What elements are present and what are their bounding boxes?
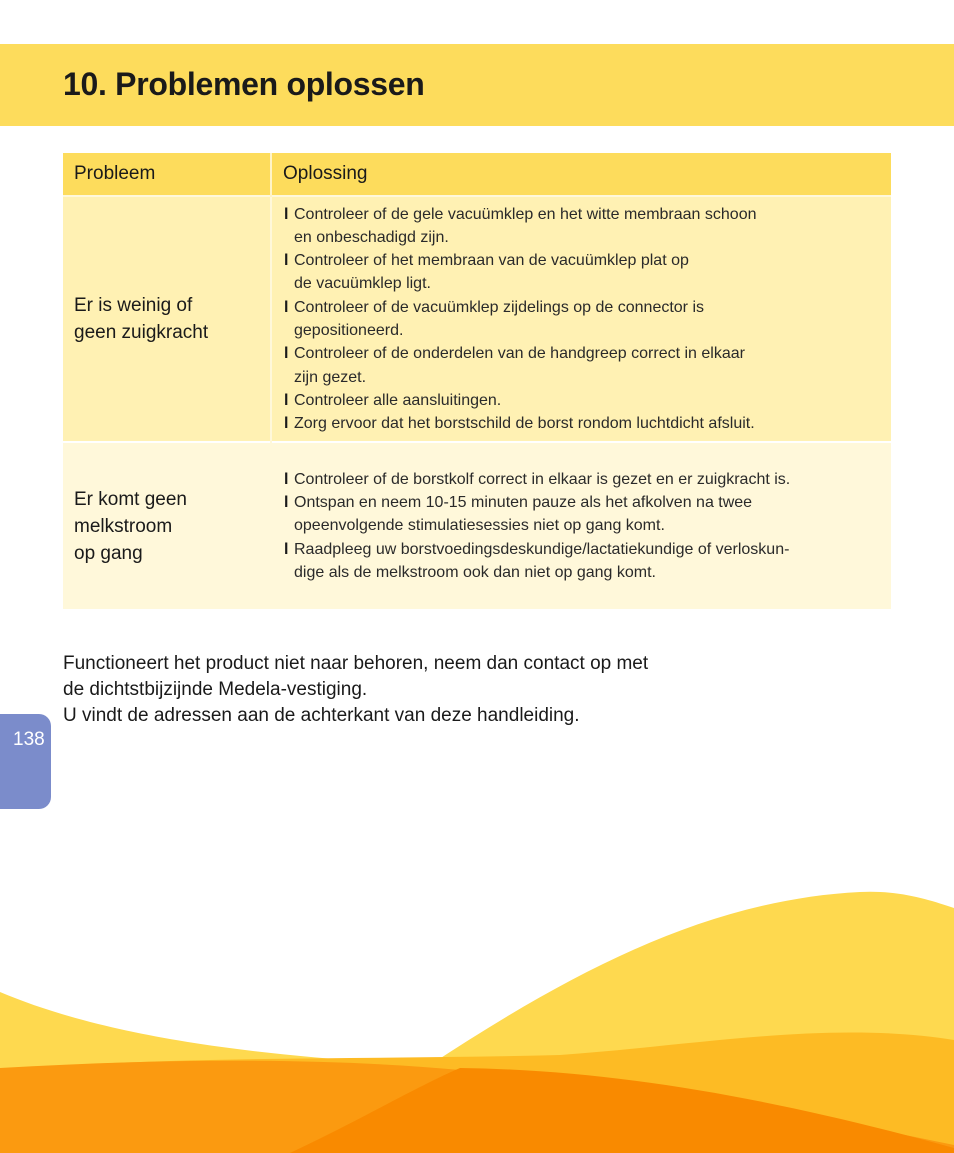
problem-cell xyxy=(63,196,271,442)
solution-item: l Controleer of de vacuümklep zijdelings op de connector is gepositioneerd. xyxy=(284,296,881,343)
solution-list xyxy=(284,203,881,436)
problem-line: Er is weinig of xyxy=(74,295,193,316)
solution-list xyxy=(284,468,881,584)
column-header-problem: Probleem xyxy=(63,153,271,196)
solution-cell xyxy=(271,442,891,609)
note-line: Functioneert het product niet naar behoren, neem dan contact op met xyxy=(63,653,649,674)
decorative-waves xyxy=(0,880,954,1153)
bullet-icon: l xyxy=(284,391,289,409)
troubleshooting-table xyxy=(63,153,891,609)
table-row xyxy=(63,442,891,609)
problem-line: melkstroom xyxy=(74,515,173,537)
note-line: U vindt de adressen aan de achterkant van deze handleiding. xyxy=(63,705,580,726)
bullet-icon: l xyxy=(284,252,289,270)
table-row xyxy=(63,196,891,442)
solution-cell xyxy=(271,196,891,442)
problem-line: Er komt geen xyxy=(74,488,187,510)
solution-item: l Controleer of de borstkolf correct in elkaar is gezet en er zuigkracht is. xyxy=(284,468,881,491)
bullet-icon: l xyxy=(284,494,289,512)
solution-item: l Ontspan en neem 10-15 minuten pauze als het afkolven na twee opeenvolgende stimulatiesessies niet op gang komt. xyxy=(284,491,881,538)
bullet-icon: l xyxy=(284,205,289,223)
solution-item: l Controleer of het membraan van de vacuümklep plat op de vacuümklep ligt. xyxy=(284,249,881,296)
problem-line: geen zuigkracht xyxy=(74,322,209,343)
note-line: de dichtstbijzijnde Medela-vestiging. xyxy=(63,679,368,700)
bullet-icon: l xyxy=(284,298,289,316)
solution-item: l Controleer of de gele vacuümklep en het witte membraan schoon en onbeschadigd zijn. xyxy=(284,203,881,250)
bullet-icon: l xyxy=(284,470,289,488)
problem-line: op gang xyxy=(74,542,143,564)
solution-item: l Zorg ervoor dat het borstschild de borst rondom luchtdicht afsluit. xyxy=(284,412,881,435)
bullet-icon: l xyxy=(284,415,289,433)
table-header-row xyxy=(63,153,891,196)
problem-cell xyxy=(63,442,271,609)
bullet-icon: l xyxy=(284,345,289,363)
page-number: 138 xyxy=(13,729,45,750)
solution-item: l Controleer of de onderdelen van de handgreep correct in elkaar zijn gezet. xyxy=(284,342,881,389)
column-header-solution: Oplossing xyxy=(271,153,891,196)
solution-item: l Raadpleeg uw borstvoedingsdeskundige/lactatiekundige of verloskun- dige als de melkstroom ook dan niet op gang komt. xyxy=(284,538,881,585)
bullet-icon: l xyxy=(284,540,289,558)
contact-note xyxy=(63,651,823,729)
page-title: 10. Problemen oplossen xyxy=(63,66,425,102)
solution-item: l Controleer alle aansluitingen. xyxy=(284,389,881,412)
